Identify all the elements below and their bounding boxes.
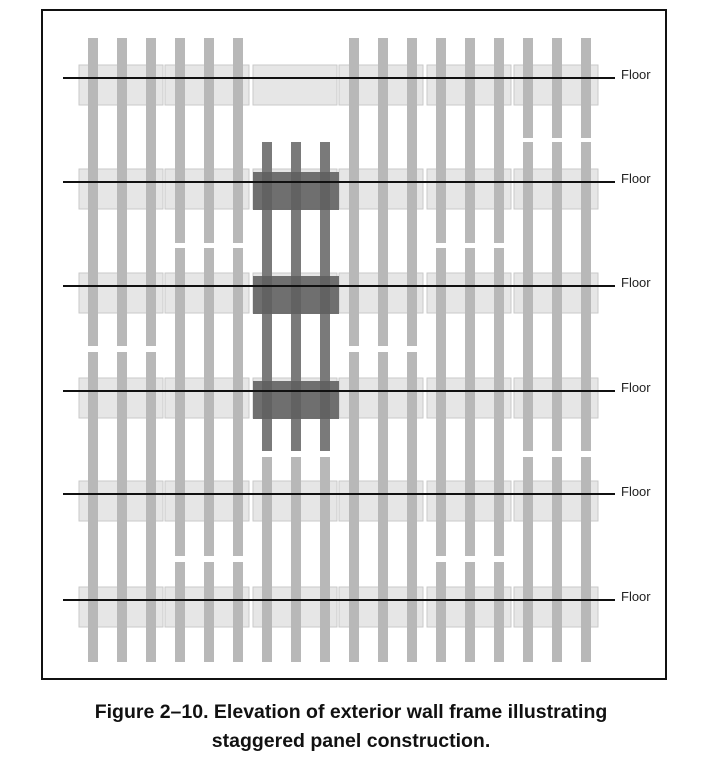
stud <box>349 352 359 662</box>
stud <box>378 38 388 346</box>
highlighted-plate-layer <box>253 142 339 451</box>
stud <box>494 38 504 243</box>
diagram-frame <box>41 9 667 680</box>
stud <box>523 457 533 662</box>
stud <box>523 38 533 138</box>
floor-label: Floor <box>621 484 651 499</box>
wall-plate <box>253 65 337 105</box>
stud <box>291 457 301 662</box>
stud <box>465 38 475 243</box>
floor-label: Floor <box>621 380 651 395</box>
stud <box>204 562 214 662</box>
highlighted-plate <box>253 381 339 419</box>
stud <box>436 248 446 556</box>
stud <box>552 457 562 662</box>
highlighted-plate <box>253 172 339 210</box>
stud <box>581 38 591 138</box>
wall-frame-elevation <box>43 11 669 682</box>
stud <box>88 352 98 662</box>
floor-label: Floor <box>621 67 651 82</box>
figure-caption <box>0 698 702 756</box>
stud <box>204 38 214 243</box>
stud <box>494 248 504 556</box>
stud <box>233 248 243 556</box>
stud <box>407 352 417 662</box>
floor-label-layer <box>621 67 651 604</box>
floor-label: Floor <box>621 171 651 186</box>
stud <box>436 562 446 662</box>
stud <box>523 142 533 451</box>
stud <box>378 352 388 662</box>
caption-line-1: Figure 2–10. Elevation of exterior wall frame illustrating <box>94 701 608 723</box>
stud <box>262 457 272 662</box>
stud <box>436 38 446 243</box>
stud <box>146 352 156 662</box>
stud <box>465 248 475 556</box>
stud <box>175 562 185 662</box>
plate-layer <box>79 65 598 627</box>
stud <box>465 562 475 662</box>
caption-line-2: staggered panel construction. <box>211 730 491 752</box>
stud <box>552 38 562 138</box>
stud <box>175 38 185 243</box>
stud <box>146 38 156 346</box>
stud <box>407 38 417 346</box>
stud <box>494 562 504 662</box>
stud <box>117 38 127 346</box>
stud <box>349 38 359 346</box>
stud <box>233 38 243 243</box>
highlighted-plate <box>253 276 339 314</box>
stud <box>175 248 185 556</box>
stud <box>320 457 330 662</box>
stud <box>581 142 591 451</box>
stud <box>233 562 243 662</box>
stud <box>117 352 127 662</box>
stud <box>552 142 562 451</box>
stud <box>581 457 591 662</box>
floor-label: Floor <box>621 275 651 290</box>
stud <box>204 248 214 556</box>
floor-label: Floor <box>621 589 651 604</box>
stud <box>88 38 98 346</box>
stud-layer <box>88 38 591 662</box>
